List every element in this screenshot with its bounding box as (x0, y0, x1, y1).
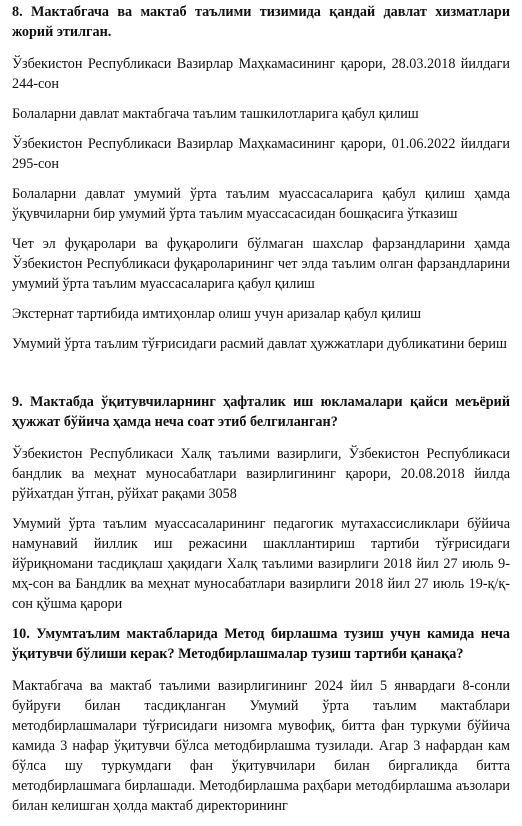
answer-9-paragraph-2: Умумий ўрта таълим муассасаларининг педагогик мутахассисликлари бўйича намунавий йиллик иш режасини шакллантириш тартиби тўғрисидаги йўриқномани тасдиқлаш ҳақидаги Халқ таълими вазирлиги 2018 йил 27 июль 9-мҳ-сон ва Бандлик ва меҳнат муносабатлари вазирлиги 2018 йил 27 июль 19-қ/қ-сон қўшма қарори (12, 516, 510, 612)
answer-10-paragraph-1: Мактабгача ва мактаб таълими вазирлигининг 2024 йил 5 январдаги 8-сонли буйруғи билан тасдиқланган Умумий ўрта таълим мактаблари методбирлашмалари тўғрисидаги низомга мувофиқ, битта фан туркуми бўйича камида 3 нафар ўқитувчи бўлса методбирлашма тузилади. Агар 3 нафардан кам бўлса шу туркумдаги фан ўқитувчилари билан биргаликда битта методбирлашмага бирлашади. Методбирлашма раҳбари методбирлашма аъзолари билан келишган ҳолда мактаб директорининг (12, 678, 510, 814)
document-page (12, 2, 510, 826)
section-10 (12, 624, 510, 816)
answer-9-paragraph-1: Ўзбекистон Республикаси Халқ таълими вазирлиги, Ўзбекистон Республикаси бандлик ва меҳнат муносабатлари вазирлигининг қарори, 20.08.2018 йилда рўйхатдан ўтган, рўйхат рақами 3058 (12, 446, 510, 502)
section-8 (12, 2, 510, 354)
answer-8-paragraph-4: Болаларни давлат умумий ўрта таълим муассасаларига қабул қилиш ҳамда ўқувчиларни бир умумий ўрта таълим муассасасидан бошқасига ўтказиш (12, 186, 510, 222)
question-9-heading: 9. Мактабда ўқитувчиларнинг ҳафталик иш юкламалари қайси меъёрий ҳужжат бўйича ҳамда неча соат этиб белгиланган? (12, 394, 510, 430)
answer-8-paragraph-2: Болаларни давлат мактабгача таълим ташкилотларига қабул қилиш (12, 106, 419, 122)
answer-8-paragraph-5: Чет эл фуқаролари ва фуқаролиги бўлмаган шахслар фарзандларини ҳамда Ўзбекистон Республикаси фуқароларининг чет элда таълим олган фарзандларини умумий ўрта таълим муассасаларига қабул қилиш (12, 236, 510, 292)
answer-8-paragraph-1: Ўзбекистон Республикаси Вазирлар Маҳкамасининг қарори, 28.03.2018 йилдаги 244-сон (12, 56, 510, 92)
question-10-heading: 10. Умумтаълим мактабларида Метод бирлашма тузиш учун камида неча ўқитувчи бўлиши керак? Методбирлашмалар тузиш тартиби қанақа? (12, 626, 510, 662)
section-spacer (12, 364, 510, 392)
answer-8-paragraph-7: Умумий ўрта таълим тўғрисидаги расмий давлат ҳужжатлари дубликатини бериш (12, 336, 507, 352)
answer-8-paragraph-6: Экстернат тартибида имтиҳонлар олиш учун аризалар қабул қилиш (12, 306, 422, 322)
answer-8-paragraph-3: Ўзбекистон Республикаси Вазирлар Маҳкамасининг қарори, 01.06.2022 йилдаги 295-сон (12, 136, 510, 172)
question-8-heading: 8. Мактабгача ва мактаб таълими тизимида қандай давлат хизматлари жорий этилган. (12, 4, 510, 40)
section-9 (12, 392, 510, 614)
